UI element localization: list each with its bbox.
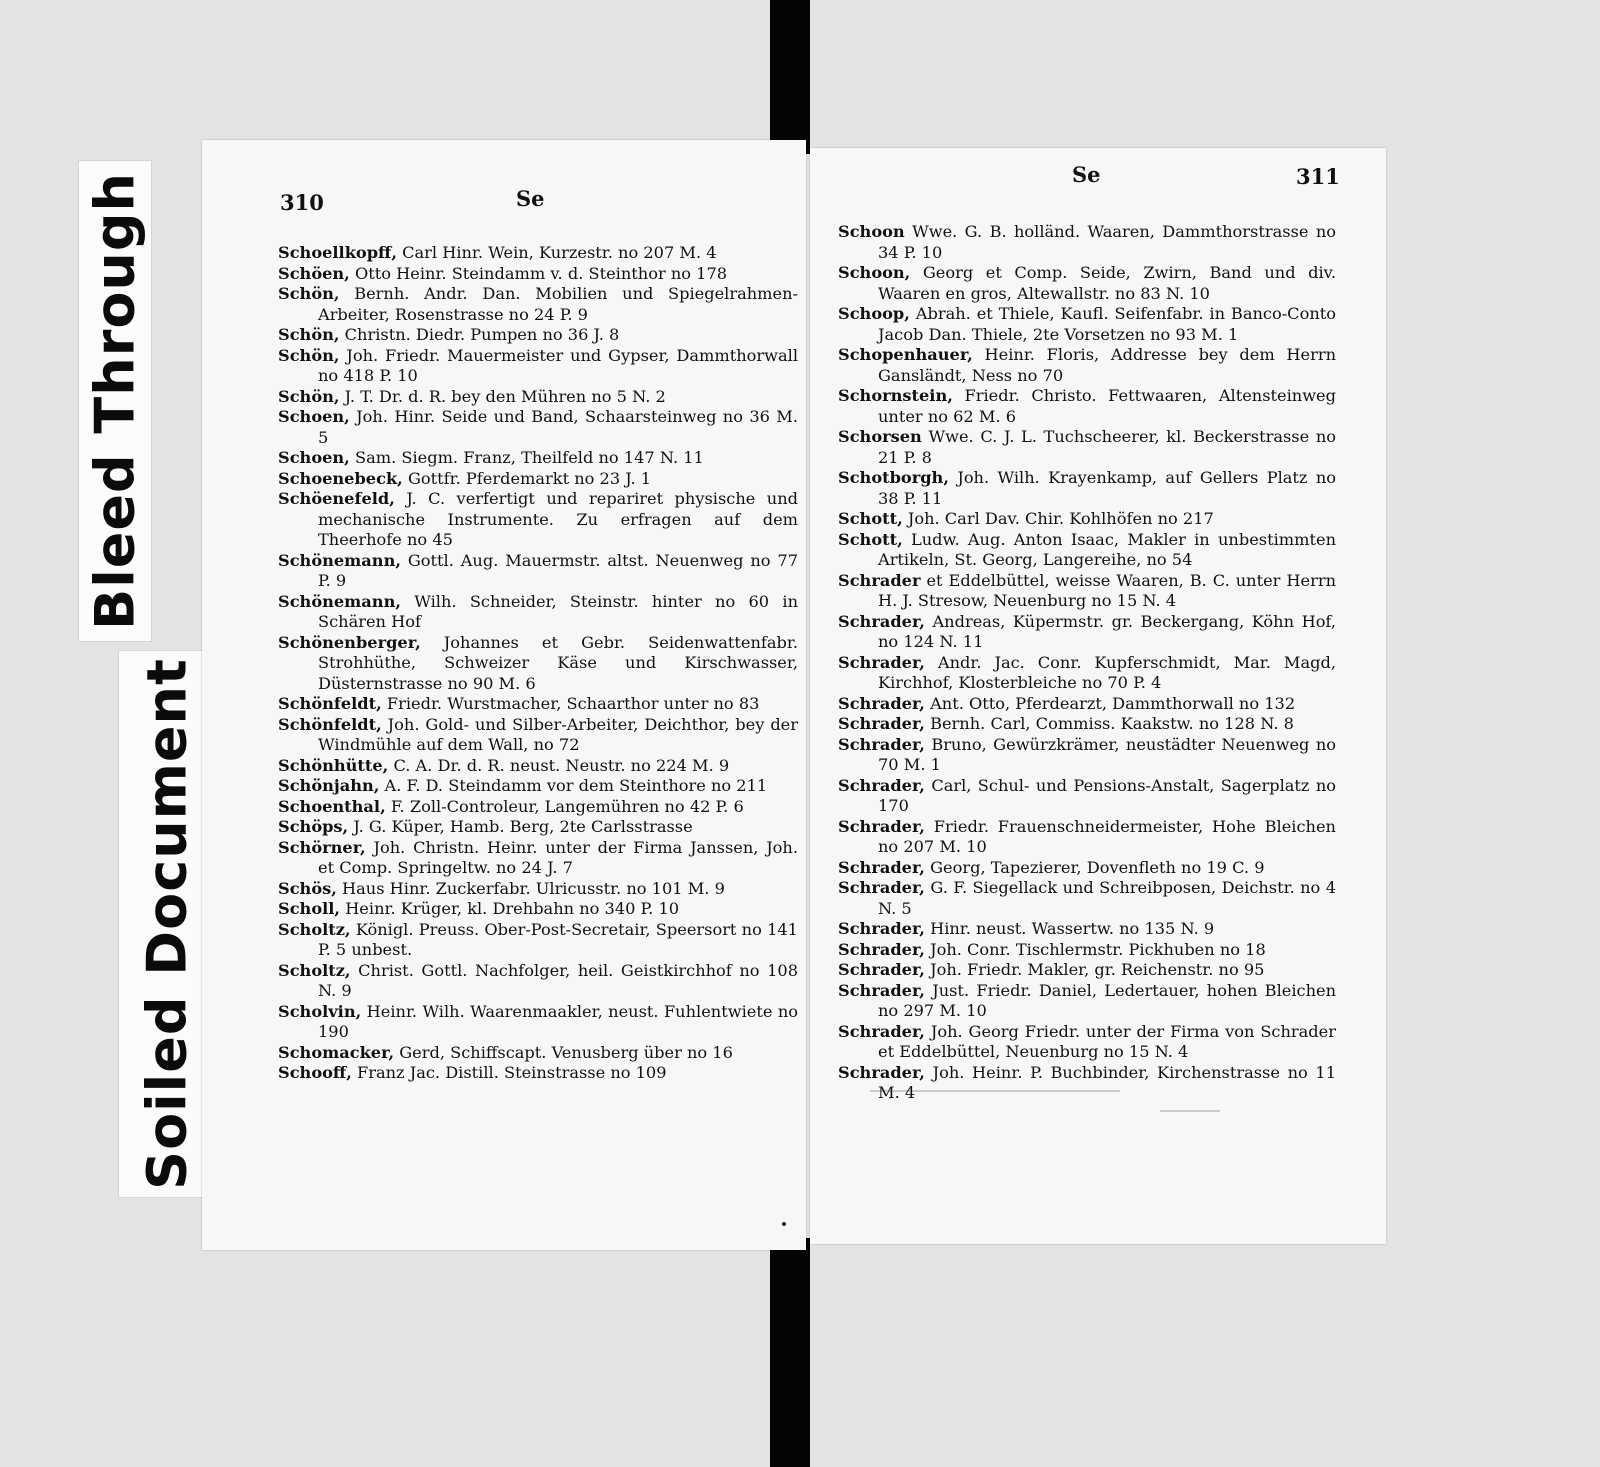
entry-details: Ludw. Aug. Anton Isaac, Makler in unbestimmten Artikeln, St. Georg, Langereihe, no 54 <box>878 529 1336 569</box>
entry-details: Georg, Tapezierer, Dovenfleth no 19 C. 9 <box>924 857 1265 877</box>
entry-details: Otto Heinr. Steindamm v. d. Steinthor no 178 <box>349 263 728 283</box>
entry-name: Schön, <box>278 386 340 406</box>
entry-name: Schorsen <box>838 427 922 446</box>
entry-name: Schrader, <box>838 652 925 672</box>
entry-details: Wilh. Schneider, Steinstr. hinter no 60 in Schären Hof <box>318 591 798 631</box>
directory-entry <box>838 776 1336 817</box>
entry-details: J. G. Küper, Hamb. Berg, 2te Carlsstrasse <box>348 817 693 836</box>
directory-entry <box>278 776 798 797</box>
entry-details: Joh. Carl Dav. Chir. Kohlhöfen no 217 <box>902 509 1214 528</box>
entry-details: Franz Jac. Distill. Steinstrasse no 109 <box>351 1063 667 1082</box>
entry-name: Schrader, <box>838 857 925 877</box>
entry-name: Schrader, <box>838 960 925 979</box>
entry-name: Schott, <box>838 509 903 528</box>
entry-details: Joh. Christn. Heinr. unter der Firma Janssen, Joh. et Comp. Springeltw. no 24 J. 7 <box>318 837 798 877</box>
entry-details: Abrah. et Thiele, Kaufl. Seifenfabr. in Banco-Conto Jacob Dan. Thiele, 2te Vorsetzen no 93 M. 1 <box>878 304 1336 344</box>
entry-details: Gottl. Aug. Mauermstr. altst. Neuenweg no 77 P. 9 <box>318 550 798 590</box>
directory-entry <box>278 961 798 1002</box>
directory-entry <box>278 551 798 592</box>
entry-name: Schönemann, <box>278 550 401 570</box>
entry-name: Schrader, <box>838 980 925 1000</box>
directory-entry <box>838 509 1336 530</box>
entry-details: Joh. Georg Friedr. unter der Firma von Schrader et Eddelbüttel, Neuenburg no 15 N. 4 <box>878 1021 1336 1061</box>
entry-details: Joh. Friedr. Mauermeister und Gypser, Dammthorwall no 418 P. 10 <box>318 345 798 385</box>
entry-details: Bernh. Andr. Dan. Mobilien und Spiegelrahmen-Arbeiter, Rosenstrasse no 24 P. 9 <box>318 284 798 324</box>
entry-name: Schrader, <box>838 693 925 713</box>
directory-entry <box>838 714 1336 735</box>
entry-name: Scholtz, <box>278 960 351 980</box>
entry-name: Schöps, <box>278 817 349 836</box>
directory-entry <box>838 1063 1336 1104</box>
directory-entry <box>278 284 798 325</box>
entry-name: Schrader, <box>838 775 925 795</box>
directory-entry <box>838 345 1336 386</box>
directory-entry <box>838 468 1336 509</box>
bleed-through-label-card <box>78 160 152 642</box>
entry-name: Schrader, <box>838 816 925 836</box>
entry-name: Schöen, <box>278 263 350 283</box>
directory-entry <box>278 1043 798 1064</box>
entry-details: Joh. Wilh. Krayenkamp, auf Gellers Platz no 38 P. 11 <box>878 468 1336 508</box>
entry-details: J. C. verfertigt und repariret physische und mechanische Instrumente. Zu erfragen auf dem Theerhofe no 45 <box>318 489 798 549</box>
bleed-through-mark <box>1160 1110 1220 1112</box>
directory-entry <box>278 325 798 346</box>
directory-entry <box>838 222 1336 263</box>
entry-name: Schön, <box>278 284 340 303</box>
entry-name: Schoenebeck, <box>278 468 403 488</box>
entry-details: Friedr. Wurstmacher, Schaarthor unter no 83 <box>381 694 760 713</box>
directory-entry <box>278 797 798 818</box>
entry-details: Gottfr. Pferdemarkt no 23 J. 1 <box>402 468 652 488</box>
directory-entry <box>278 756 798 777</box>
entry-name: Schooff, <box>278 1063 352 1082</box>
entry-name: Schoellkopff, <box>278 243 397 262</box>
entry-name: Schrader, <box>838 734 925 754</box>
entry-name: Schönjahn, <box>278 776 380 795</box>
entry-details: J. T. Dr. d. R. bey den Mühren no 5 N. 2 <box>339 386 666 406</box>
entry-details: Haus Hinr. Zuckerfabr. Ulricusstr. no 101 M. 9 <box>336 878 725 898</box>
directory-entry <box>838 612 1336 653</box>
page-footer-mark <box>782 1222 786 1226</box>
entry-details: Joh. Heinr. P. Buchbinder, Kirchenstrasse no 11 M. 4 <box>878 1062 1336 1102</box>
directory-entry <box>838 263 1336 304</box>
entry-name: Schoen, <box>278 407 350 426</box>
entry-name: Schoon, <box>838 263 911 282</box>
entry-name: Schomacker, <box>278 1042 395 1062</box>
entry-details: Georg et Comp. Seide, Zwirn, Band und div. Waaren en gros, Altewallstr. no 83 N. 10 <box>878 263 1336 303</box>
directory-entry <box>278 817 798 838</box>
entry-details: Heinr. Floris, Addresse bey dem Herrn Gansländt, Ness no 70 <box>878 345 1336 385</box>
entry-details: Bernh. Carl, Commiss. Kaakstw. no 128 N. 8 <box>924 714 1294 733</box>
entry-name: Schönfeldt, <box>278 714 382 734</box>
entry-name: Schopenhauer, <box>838 345 973 364</box>
entry-name: Schönfeldt, <box>278 694 382 713</box>
right-page-number: 311 <box>1296 164 1340 189</box>
directory-entry <box>838 735 1336 776</box>
entry-name: Schrader <box>838 570 921 590</box>
directory-entry <box>838 858 1336 879</box>
directory-entry <box>278 899 798 920</box>
entry-name: Scholvin, <box>278 1001 362 1021</box>
directory-entry <box>838 1022 1336 1063</box>
entry-name: Schön, <box>278 325 340 344</box>
soiled-document-label: Soiled Document <box>135 658 199 1190</box>
entry-details: Christn. Diedr. Pumpen no 36 J. 8 <box>339 325 620 344</box>
directory-entry <box>278 264 798 285</box>
entry-details: Wwe. C. J. L. Tuchscheerer, kl. Beckerstrasse no 21 P. 8 <box>878 427 1336 467</box>
directory-entry <box>278 715 798 756</box>
directory-entry <box>838 919 1336 940</box>
directory-entry <box>838 960 1336 981</box>
entry-details: Gerd, Schiffscapt. Venusberg über no 16 <box>394 1042 733 1062</box>
directory-entry <box>838 981 1336 1022</box>
directory-entry <box>838 304 1336 345</box>
directory-entry <box>278 920 798 961</box>
bleed-through-label: Bleed Through <box>83 172 147 630</box>
entry-details: Friedr. Frauenschneidermeister, Hohe Bleichen no 207 M. 10 <box>878 816 1336 856</box>
entry-name: Schoen, <box>278 448 350 467</box>
entry-name: Scholtz, <box>278 919 351 939</box>
entry-details: F. Zoll-Controleur, Langemühren no 42 P. 6 <box>385 796 744 816</box>
entry-name: Schott, <box>838 529 903 549</box>
directory-entry <box>278 448 798 469</box>
entry-details: Christ. Gottl. Nachfolger, heil. Geistkirchhof no 108 N. 9 <box>318 960 798 1000</box>
directory-entry <box>838 940 1336 961</box>
entry-name: Scholl, <box>278 899 341 918</box>
directory-entry <box>838 530 1336 571</box>
directory-entry <box>278 469 798 490</box>
entry-details: Joh. Conr. Tischlermstr. Pickhuben no 18 <box>924 939 1266 959</box>
directory-entry <box>278 346 798 387</box>
left-page-number: 310 <box>280 190 324 215</box>
entry-details: Sam. Siegm. Franz, Theilfeld no 147 N. 11 <box>349 448 704 467</box>
directory-entry <box>838 653 1336 694</box>
directory-entry <box>278 489 798 551</box>
right-entries-list <box>838 222 1336 1104</box>
entry-details: Just. Friedr. Daniel, Ledertauer, hohen Bleichen no 297 M. 10 <box>878 980 1336 1020</box>
entry-name: Schrader, <box>838 878 925 897</box>
entry-name: Schoenthal, <box>278 796 386 816</box>
directory-entry <box>278 1063 798 1084</box>
directory-entry <box>278 243 798 264</box>
entry-details: G. F. Siegellack und Schreibposen, Deichstr. no 4 N. 5 <box>878 878 1336 918</box>
entry-name: Schornstein, <box>838 386 953 405</box>
entry-name: Schönhütte, <box>278 755 389 775</box>
entry-details: Ant. Otto, Pferdearzt, Dammthorwall no 132 <box>924 693 1296 713</box>
entry-details: A. F. D. Steindamm vor dem Steinthore no 211 <box>379 776 768 795</box>
book-spine-bottom <box>770 1238 810 1467</box>
entry-details: et Eddelbüttel, weisse Waaren, B. C. unter Herrn H. J. Stresow, Neuenburg no 15 N. 4 <box>878 570 1336 610</box>
entry-name: Schöenefeld, <box>278 489 395 508</box>
directory-entry <box>838 878 1336 919</box>
directory-entry <box>838 817 1336 858</box>
directory-entry <box>278 879 798 900</box>
entry-details: Friedr. Christo. Fettwaaren, Altensteinweg unter no 62 M. 6 <box>878 386 1336 426</box>
entry-name: Schrader, <box>838 1021 925 1041</box>
entry-details: Joh. Gold- und Silber-Arbeiter, Deichthor, bey der Windmühle auf dem Wall, no 72 <box>318 714 798 754</box>
directory-entry <box>838 427 1336 468</box>
entry-details: Carl Hinr. Wein, Kurzestr. no 207 M. 4 <box>396 243 717 262</box>
directory-entry <box>278 387 798 408</box>
entry-name: Schoon <box>838 222 905 241</box>
entry-name: Schrader, <box>838 939 925 959</box>
right-header-letter: Se <box>1072 162 1101 187</box>
entry-details: Joh. Hinr. Seide und Band, Schaarsteinweg no 36 M. 5 <box>318 407 798 447</box>
directory-entry <box>838 386 1336 427</box>
entry-details: Hinr. neust. Wassertw. no 135 N. 9 <box>924 919 1215 938</box>
directory-entry <box>278 1002 798 1043</box>
entry-details: Andr. Jac. Conr. Kupferschmidt, Mar. Magd, Kirchhof, Klosterbleiche no 70 P. 4 <box>878 652 1336 692</box>
entry-name: Schönemann, <box>278 591 401 611</box>
directory-entry <box>278 592 798 633</box>
entry-name: Schotborgh, <box>838 468 949 487</box>
directory-entry <box>838 571 1336 612</box>
entry-details: Bruno, Gewürzkrämer, neustädter Neuenweg no 70 M. 1 <box>878 734 1336 774</box>
entry-name: Schrader, <box>838 919 925 938</box>
entry-name: Schrader, <box>838 611 925 631</box>
entry-name: Schrader, <box>838 714 925 733</box>
entry-name: Schörner, <box>278 837 366 857</box>
entry-name: Schön, <box>278 345 340 365</box>
entry-details: C. A. Dr. d. R. neust. Neustr. no 224 M. 9 <box>388 755 730 775</box>
entry-name: Schrader, <box>838 1062 925 1082</box>
left-entries-list <box>278 243 798 1084</box>
directory-entry <box>278 838 798 879</box>
entry-details: Königl. Preuss. Ober-Post-Secretair, Speersort no 141 P. 5 unbest. <box>318 919 798 959</box>
entry-details: Heinr. Krüger, kl. Drehbahn no 340 P. 10 <box>340 899 680 918</box>
entry-name: Schönenberger, <box>278 632 421 652</box>
directory-entry <box>278 407 798 448</box>
left-header-letter: Se <box>516 186 545 211</box>
entry-details: Heinr. Wilh. Waarenmaakler, neust. Fuhlentwiete no 190 <box>318 1001 798 1041</box>
directory-entry <box>838 694 1336 715</box>
entry-details: Johannes et Gebr. Seidenwattenfabr. Strohhüthe, Schweizer Käse und Kirschwasser, Düsternstrasse no 90 M. 6 <box>318 632 798 693</box>
entry-details: Wwe. G. B. holländ. Waaren, Dammthorstrasse no 34 P. 10 <box>878 222 1336 262</box>
directory-entry <box>278 694 798 715</box>
entry-name: Schös, <box>278 878 337 898</box>
entry-details: Joh. Friedr. Makler, gr. Reichenstr. no 95 <box>924 960 1265 979</box>
book-spine-top <box>770 0 810 154</box>
directory-entry <box>278 633 798 695</box>
entry-details: Carl, Schul- und Pensions-Anstalt, Sagerplatz no 170 <box>878 775 1336 815</box>
entry-details: Andreas, Küpermstr. gr. Beckergang, Köhn Hof, no 124 N. 11 <box>878 611 1336 651</box>
entry-name: Schoop, <box>838 304 910 323</box>
